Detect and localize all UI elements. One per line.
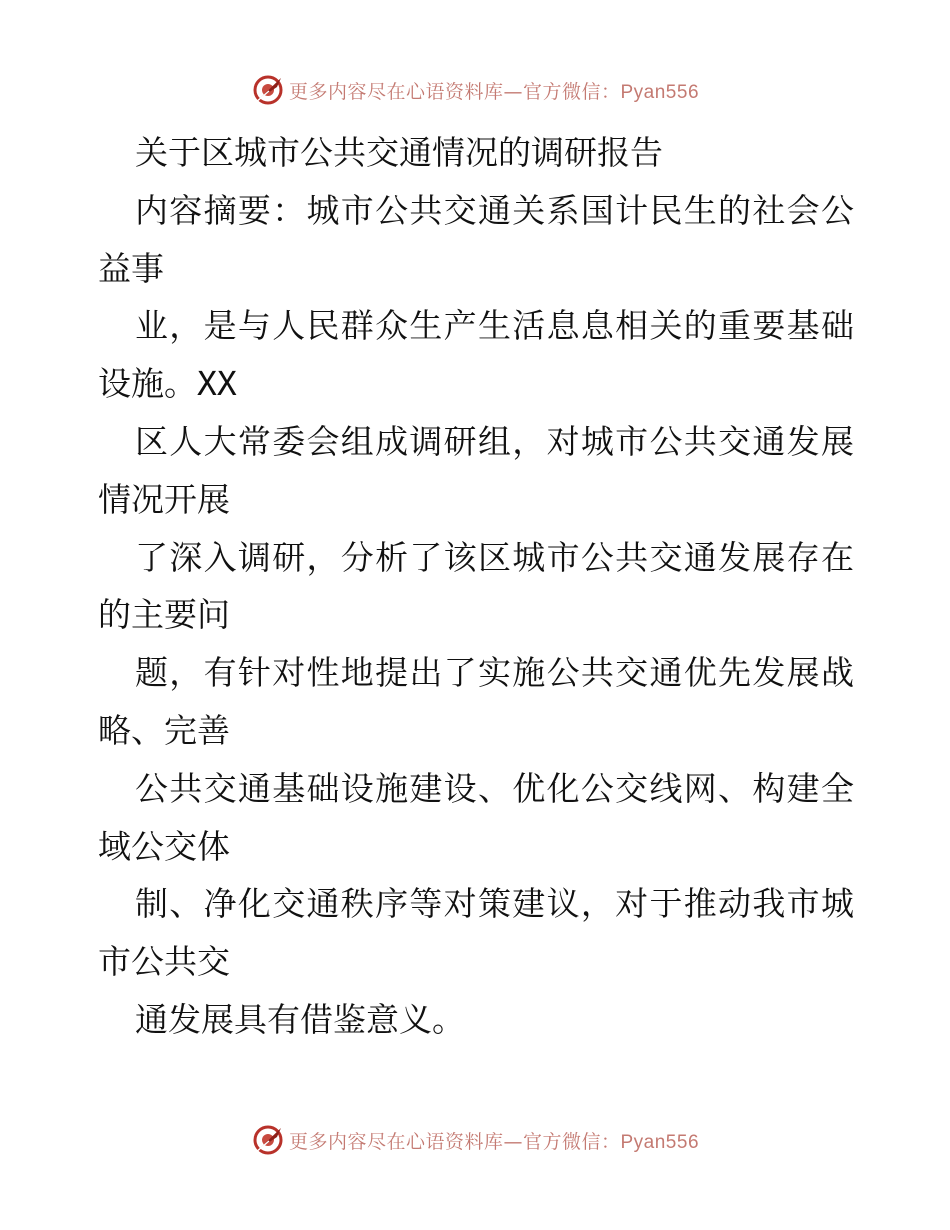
text-char: 与 [237, 306, 271, 346]
text-char: 会 [786, 190, 820, 230]
text-char: 策 [477, 884, 511, 924]
text-char: 会 [306, 421, 340, 461]
text-char: 有 [203, 653, 237, 693]
text-char: 公 [580, 768, 614, 808]
text-char: 在 [820, 537, 854, 577]
text-char: 实 [477, 653, 511, 693]
text-char: 议 [546, 884, 580, 924]
text-line [98, 875, 854, 933]
text-char: 区 [477, 537, 511, 577]
text-char: 交 [718, 421, 752, 461]
text-char: 对 [272, 653, 306, 693]
text-line: 情况开展 [98, 479, 230, 519]
text-char: 市 [786, 884, 820, 924]
text-line: 域公交体 [98, 826, 230, 866]
text-line: 略、完善 [98, 710, 230, 750]
text-char: 秩 [340, 884, 374, 924]
text-char: 入 [203, 537, 237, 577]
text-char: 动 [718, 884, 752, 924]
text-char: 国 [580, 190, 614, 230]
text-char: 城 [306, 190, 340, 230]
text-char: 该 [443, 537, 477, 577]
text-char: 社 [752, 190, 786, 230]
text-char: 交 [649, 537, 683, 577]
text-char: 区 [135, 421, 168, 461]
text-char: 的 [683, 306, 717, 346]
text-char: 通 [306, 884, 340, 924]
text-line: 通发展具有借鉴意义。 [135, 999, 465, 1039]
text-char: 了 [443, 653, 477, 693]
text-char: 共 [409, 190, 443, 230]
text-char: 生 [477, 306, 511, 346]
text-line [98, 182, 854, 240]
text-char: 通 [683, 537, 717, 577]
text-char: 生 [409, 306, 443, 346]
text-char: 等 [409, 884, 443, 924]
text-char: 息 [580, 306, 614, 346]
text-char: 提 [375, 653, 409, 693]
text-char: 优 [512, 768, 546, 808]
text-char: 网 [683, 768, 717, 808]
text-char: 展 [786, 653, 820, 693]
quill-logo-icon [251, 73, 285, 107]
text-char: 交 [203, 768, 237, 808]
text-char: 要 [237, 190, 271, 230]
text-char: 交 [615, 768, 649, 808]
text-char: 息 [546, 306, 580, 346]
text-char: 战 [820, 653, 854, 693]
text-char: 深 [169, 537, 203, 577]
text-char: 常 [237, 421, 271, 461]
text-line: 益事 [98, 248, 164, 288]
text-char: 优 [683, 653, 717, 693]
text-char: 了 [409, 537, 443, 577]
text-char: 市 [615, 421, 649, 461]
text-char: 建 [786, 768, 820, 808]
text-char: 析 [375, 537, 409, 577]
text-line-content: 设施。XX [98, 364, 237, 404]
watermark-text: 更多内容尽在心语资料库—官方微信：Pyan556 [288, 80, 700, 103]
text-char: 发 [718, 537, 752, 577]
text-char: 基 [272, 768, 306, 808]
text-char: 生 [683, 190, 717, 230]
text-char: 公 [375, 190, 409, 230]
text-line [98, 297, 854, 355]
text-char: 活 [512, 306, 546, 346]
text-char: 交 [615, 653, 649, 693]
text-char: 分 [340, 537, 374, 577]
watermark-text: 更多内容尽在心语资料库—官方微信：Pyan556 [288, 1130, 700, 1153]
text-char: 存 [786, 537, 820, 577]
text-char: 调 [237, 537, 271, 577]
text-char: 建 [512, 884, 546, 924]
text-char: 公 [546, 653, 580, 693]
text-char: 对 [546, 421, 580, 461]
text-char: ， [169, 306, 203, 346]
text-char: 民 [649, 190, 683, 230]
text-char: 大 [203, 421, 237, 461]
text-char: 针 [237, 653, 271, 693]
text-char: 展 [820, 421, 854, 461]
text-char: 共 [169, 768, 203, 808]
text-char: 业 [135, 306, 168, 346]
text-char: 城 [820, 884, 854, 924]
text-line [98, 760, 854, 818]
text-char: 成 [375, 421, 409, 461]
text-char: 建 [409, 768, 443, 808]
text-char: 基 [786, 306, 820, 346]
document-body [98, 124, 854, 1049]
text-char: 的 [718, 190, 752, 230]
text-char: 组 [340, 421, 374, 461]
text-char: 摘 [203, 190, 237, 230]
text-char: 设 [443, 768, 477, 808]
text-char: 设 [340, 768, 374, 808]
text-line [98, 644, 854, 702]
text-char: 产 [443, 306, 477, 346]
text-char: 人 [272, 306, 306, 346]
text-char: 我 [752, 884, 786, 924]
text-line [98, 355, 854, 413]
text-char: 础 [306, 768, 340, 808]
text-char: 性 [306, 653, 340, 693]
text-char: 研 [272, 537, 306, 577]
text-char: 、 [169, 884, 203, 924]
text-char: 线 [649, 768, 683, 808]
text-char: 公 [135, 768, 168, 808]
text-char: 公 [649, 421, 683, 461]
text-char: 容 [169, 190, 203, 230]
text-line [98, 413, 854, 471]
text-char: 公 [580, 537, 614, 577]
text-char: 通 [237, 768, 271, 808]
text-char: 城 [512, 537, 546, 577]
text-char: 共 [615, 537, 649, 577]
text-char: 组 [477, 421, 511, 461]
text-char: ， [306, 537, 340, 577]
text-char: 重 [718, 306, 752, 346]
footer-watermark [0, 1120, 950, 1160]
text-char: 关 [512, 190, 546, 230]
text-char: 施 [375, 768, 409, 808]
text-char: 全 [820, 768, 854, 808]
text-char: 市 [340, 190, 374, 230]
text-char: 系 [546, 190, 580, 230]
text-char: 公 [820, 190, 854, 230]
text-char: 推 [683, 884, 717, 924]
text-char: ， [580, 884, 614, 924]
text-char: 先 [718, 653, 752, 693]
text-char: 研 [443, 421, 477, 461]
text-char: 净 [203, 884, 237, 924]
text-line: 的主要问 [98, 595, 230, 635]
text-char: 发 [786, 421, 820, 461]
text-line [98, 529, 854, 587]
text-char: 、 [477, 768, 511, 808]
text-char: 发 [752, 653, 786, 693]
text-char: 通 [649, 653, 683, 693]
header-watermark [0, 70, 950, 110]
text-char: ： [272, 190, 306, 230]
text-char: 相 [615, 306, 649, 346]
text-char: 、 [718, 768, 752, 808]
text-char: 通 [752, 421, 786, 461]
text-char: 通 [477, 190, 511, 230]
text-char: 施 [512, 653, 546, 693]
text-char: 交 [443, 190, 477, 230]
text-char: 地 [340, 653, 374, 693]
document-title: 关于区城市公共交通情况的调研报告 [135, 133, 663, 172]
text-char: 人 [169, 421, 203, 461]
text-char: 众 [375, 306, 409, 346]
text-char: 序 [375, 884, 409, 924]
text-char: 共 [683, 421, 717, 461]
text-char: 对 [615, 884, 649, 924]
text-char: 出 [409, 653, 443, 693]
text-char: 了 [135, 537, 168, 577]
text-char: 于 [649, 884, 683, 924]
quill-logo-icon [251, 1123, 285, 1157]
text-line: 市公共交 [98, 942, 230, 982]
text-char: 交 [272, 884, 306, 924]
text-char: 委 [272, 421, 306, 461]
text-char: 共 [580, 653, 614, 693]
text-char: 民 [306, 306, 340, 346]
text-char: 要 [752, 306, 786, 346]
text-char: 关 [649, 306, 683, 346]
text-char: 内 [135, 190, 168, 230]
text-char: 础 [820, 306, 854, 346]
text-char: ， [169, 653, 203, 693]
text-char: 是 [203, 306, 237, 346]
text-char: 题 [135, 653, 168, 693]
text-char: ， [512, 421, 546, 461]
text-char: 城 [580, 421, 614, 461]
text-char: 市 [546, 537, 580, 577]
text-char: 对 [443, 884, 477, 924]
text-char: 制 [135, 884, 168, 924]
text-char: 调 [409, 421, 443, 461]
text-char: 计 [615, 190, 649, 230]
text-char: 展 [752, 537, 786, 577]
text-char: 化 [546, 768, 580, 808]
text-char: 群 [340, 306, 374, 346]
text-char: 化 [237, 884, 271, 924]
text-char: 构 [752, 768, 786, 808]
